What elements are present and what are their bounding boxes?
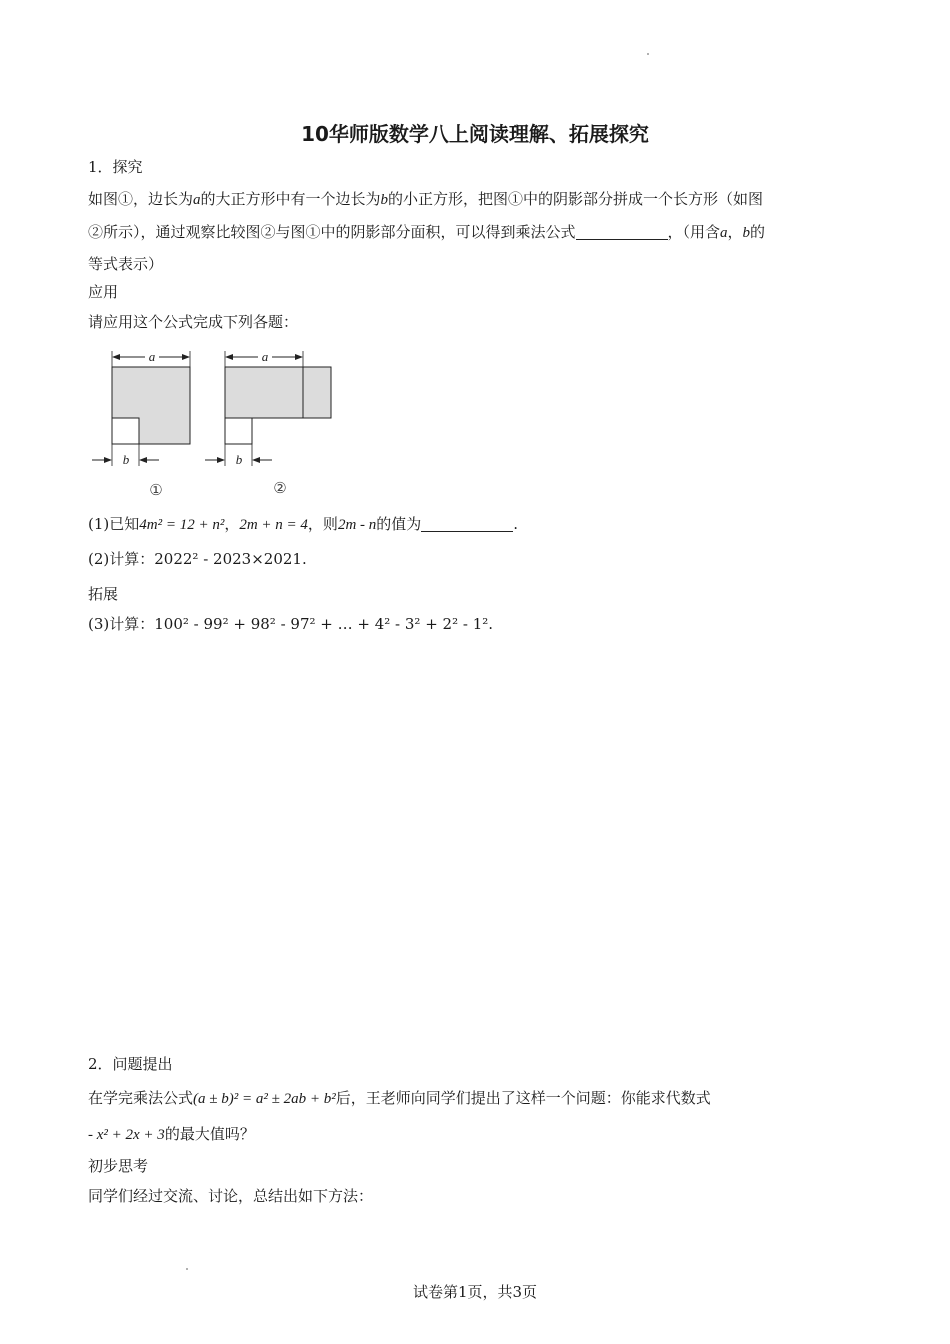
part1-expression: 2m - n	[337, 517, 377, 533]
apply-intro: 请应用这个公式完成下列各题：	[88, 313, 299, 331]
q2-summary: 同学们经过交流、讨论，总结出如下方法：	[88, 1187, 374, 1205]
page-title: 10华师版数学八上阅读理解、拓展探究	[301, 122, 649, 146]
part3-expression: 100² - 99² + 98² - 97² + … + 4² - 3² + 2² - 1²	[154, 615, 489, 633]
apply-heading: 应用	[88, 283, 119, 301]
figure1-caption: ①	[149, 481, 163, 499]
q2-heading: 2．问题提出	[88, 1055, 173, 1073]
part2-expression: 2022² - 2023×2021	[154, 550, 302, 568]
q2-paragraph-line1: 在学完乘法公式(a ± b)² = a² ± 2ab + b²后，王老师向同学们提出了这样一个问题：你能求代数式	[88, 1089, 711, 1107]
figure1-label-a: a	[148, 349, 156, 364]
q1-part3: (3)计算：100² - 99² + 98² - 97² + … + 4² - 3² + 2² - 1².	[88, 615, 494, 633]
q2-paragraph-line2: - x² + 2x + 3的最大值吗？	[88, 1125, 255, 1143]
header-dot	[647, 53, 649, 55]
figure1-small-square	[112, 418, 139, 444]
q2-think-heading: 初步思考	[88, 1157, 149, 1175]
q1-heading: 1．探究	[88, 158, 143, 176]
figure2-shaded-rect-left	[225, 367, 303, 418]
q1-paragraph-line1: 如图①，边长为a的大正方形中有一个边长为b的小正方形，把图①中的阴影部分拼成一个长方形（如图	[88, 190, 764, 208]
footer-dot	[186, 1268, 188, 1270]
q1-part1: (1)已知4m² = 12 + n²，2m + n = 4，则2m - n的值为 .	[88, 515, 519, 533]
figure2-small-square	[225, 418, 252, 444]
part1-equation2: 2m + n = 4	[239, 517, 308, 533]
formula-answer-blank[interactable]	[576, 224, 668, 240]
q1-part2: (2)计算：2022² - 2023×2021.	[88, 550, 307, 568]
figure-2	[205, 349, 331, 497]
page-footer: 试卷第1页，共3页	[412, 1283, 538, 1301]
figure2-caption: ②	[273, 479, 287, 497]
q2-expression: - x² + 2x + 3	[88, 1127, 165, 1143]
part1-equation1: 4m² = 12 + n²	[139, 517, 225, 533]
figure1-label-b: b	[122, 452, 130, 467]
q1-paragraph-line3: 等式表示）	[88, 255, 164, 273]
figure-1	[92, 349, 190, 499]
square-figures	[88, 340, 348, 505]
extend-heading: 拓展	[88, 585, 119, 603]
figure2-shaded-rect-right	[303, 367, 331, 418]
figure2-label-b: b	[235, 452, 243, 467]
q1-paragraph-line2: ②所示），通过观察比较图②与图①中的阴影部分面积，可以得到乘法公式 ，（用含a，b的	[88, 223, 766, 241]
q2-formula: (a ± b)² = a² ± 2ab + b²	[193, 1091, 336, 1107]
figure2-label-a: a	[261, 349, 269, 364]
part1-answer-blank[interactable]	[421, 516, 513, 532]
